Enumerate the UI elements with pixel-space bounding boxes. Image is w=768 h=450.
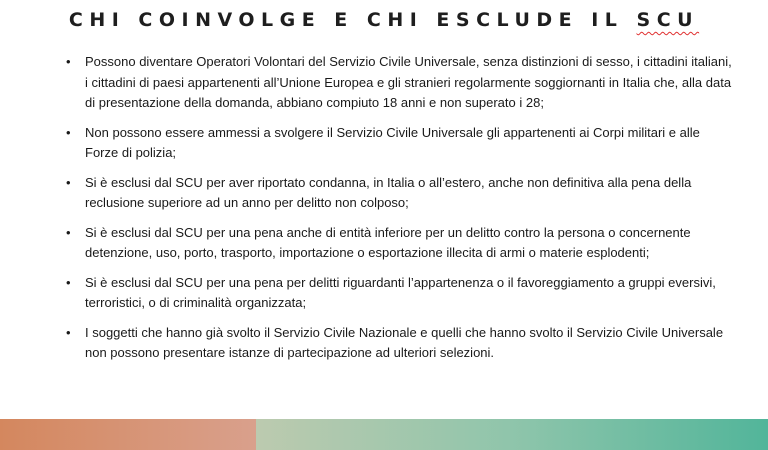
bullet-item [64, 323, 732, 364]
slide-title-text: CHI COINVOLGE E CHI ESCLUDE IL [68, 9, 624, 31]
bullet-icon: • [66, 224, 71, 240]
bullet-icon: • [66, 124, 71, 140]
slide-title-scu: SCU [636, 9, 700, 31]
bullet-icon: • [66, 174, 71, 190]
bullet-icon: • [66, 54, 71, 69]
slide-title [0, 9, 768, 31]
bullet-text: Possono diventare Operatori Volontari del Servizio Civile Universale, senza distinzioni di sesso, i cittadini italiani, i cittadini di paesi appartenenti all’Unione Europea e gli stranieri regolarmente soggiornanti in Italia che, alla data di presentazione della domanda, abbiano compiuto 18 anni e non superato i 28; [85, 54, 732, 110]
bullet-item [64, 273, 732, 314]
bullet-text: Non possono essere ammessi a svolgere il Servizio Civile Universale gli appartenenti ai Corpi militari e alle Forze di polizia; [85, 124, 700, 160]
footer-band-right [256, 419, 768, 450]
footer-band-left [0, 419, 256, 450]
footer-color-band [0, 419, 768, 450]
bullet-icon: • [66, 324, 71, 340]
bullet-item [64, 123, 732, 164]
bullet-item [64, 223, 732, 264]
bullet-icon: • [66, 274, 71, 290]
bullet-item [64, 173, 732, 214]
bullet-text: Si è esclusi dal SCU per una pena anche di entità inferiore per un delitto contro la persona o concernente detenzione, uso, porto, trasporto, importazione o esportazione illecita di armi o materie esplodenti; [85, 224, 691, 260]
bullet-text: Si è esclusi dal SCU per aver riportato condanna, in Italia o all’estero, anche non definitiva alla pena della reclusione superiore ad un anno per delitto non colposo; [85, 174, 692, 210]
bullet-item [64, 52, 732, 114]
bullet-text: I soggetti che hanno già svolto il Servizio Civile Nazionale e quelli che hanno svolto il Servizio Civile Universale non possono presentare istanze di partecipazione ad ulteriori selezioni. [85, 324, 724, 360]
bullet-list [64, 52, 732, 373]
bullet-text: Si è esclusi dal SCU per una pena per delitti riguardanti l’appartenenza o il favoreggiamento a gruppi eversivi, terroristici, o di criminalità organizzata; [85, 274, 716, 310]
